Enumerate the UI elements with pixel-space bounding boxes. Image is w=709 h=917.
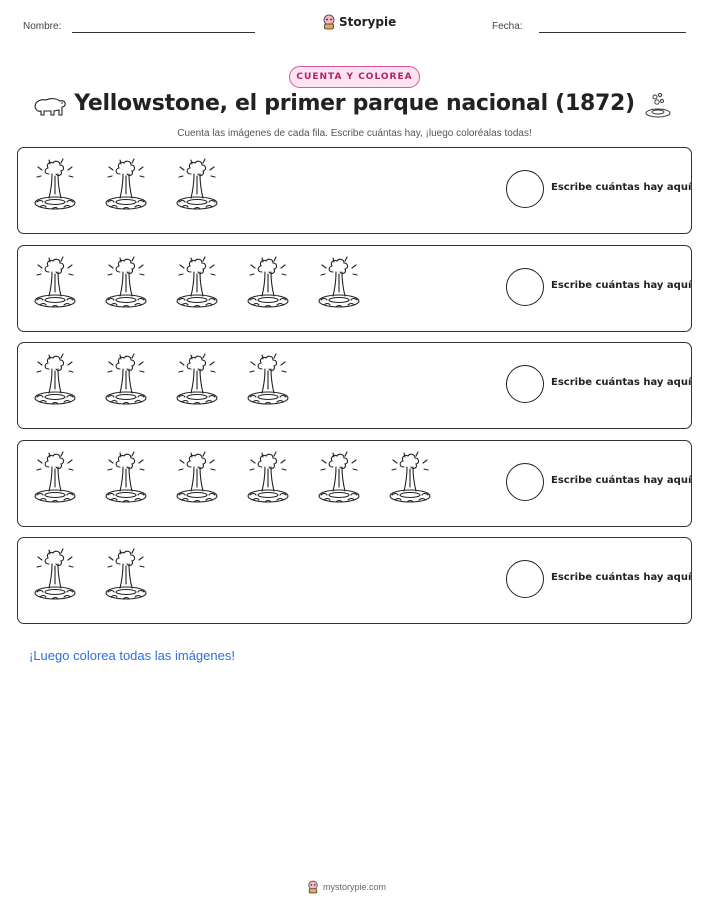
geyser-icon (28, 353, 82, 413)
geyser-icon (170, 451, 224, 511)
answer-circle[interactable] (506, 170, 544, 208)
footer-brand-url: mystorypie.com (323, 882, 387, 892)
count-row (17, 537, 692, 624)
page-title: Yellowstone, el primer parque nacional (1872) (74, 91, 635, 116)
geyser-icon (241, 353, 295, 413)
icon-group (28, 353, 295, 413)
geyser-icon (383, 451, 437, 511)
geyser-icon (99, 158, 153, 218)
count-row (17, 245, 692, 332)
geyser-icon (170, 353, 224, 413)
answer-label: Escribe cuántas hay aquí (551, 182, 692, 193)
geyser-icon (99, 548, 153, 608)
name-label: Nombre: (23, 21, 62, 32)
name-line[interactable] (72, 32, 255, 33)
answer-label: Escribe cuántas hay aquí (551, 280, 692, 291)
geyser-icon (99, 256, 153, 316)
geyser-icon (28, 548, 82, 608)
footer-brand (307, 880, 386, 894)
answer-circle[interactable] (506, 365, 544, 403)
count-row (17, 147, 692, 234)
activity-badge: CUENTA Y COLOREA (289, 66, 420, 88)
worksheet-header (0, 14, 709, 44)
geyser-icon (28, 451, 82, 511)
geyser-icon (312, 451, 366, 511)
storypie-logo-icon (322, 14, 336, 30)
storypie-logo-icon (307, 880, 319, 894)
answer-label: Escribe cuántas hay aquí (551, 475, 692, 486)
instructions: Cuenta las imágenes de cada fila. Escribe cuántas hay, ¡luego coloréalas todas! (177, 128, 532, 139)
geyser-icon (99, 353, 153, 413)
footer-note: ¡Luego colorea todas las imágenes! (29, 648, 235, 663)
date-label: Fecha: (492, 21, 523, 32)
brand (322, 14, 396, 30)
geyser-icon (170, 158, 224, 218)
geyser-icon (241, 451, 295, 511)
geyser-icon (170, 256, 224, 316)
geyser-icon (643, 92, 673, 120)
answer-label: Escribe cuántas hay aquí (551, 377, 692, 388)
geyser-icon (312, 256, 366, 316)
count-row (17, 342, 692, 429)
date-line[interactable] (539, 32, 686, 33)
icon-group (28, 451, 437, 511)
brand-name: Storypie (339, 15, 397, 29)
answer-label: Escribe cuántas hay aquí (551, 572, 692, 583)
geyser-icon (28, 158, 82, 218)
count-row (17, 440, 692, 527)
icon-group (28, 548, 153, 608)
geyser-icon (241, 256, 295, 316)
answer-circle[interactable] (506, 560, 544, 598)
icon-group (28, 158, 224, 218)
geyser-icon (99, 451, 153, 511)
answer-circle[interactable] (506, 463, 544, 501)
icon-group (28, 256, 366, 316)
answer-circle[interactable] (506, 268, 544, 306)
geyser-icon (28, 256, 82, 316)
